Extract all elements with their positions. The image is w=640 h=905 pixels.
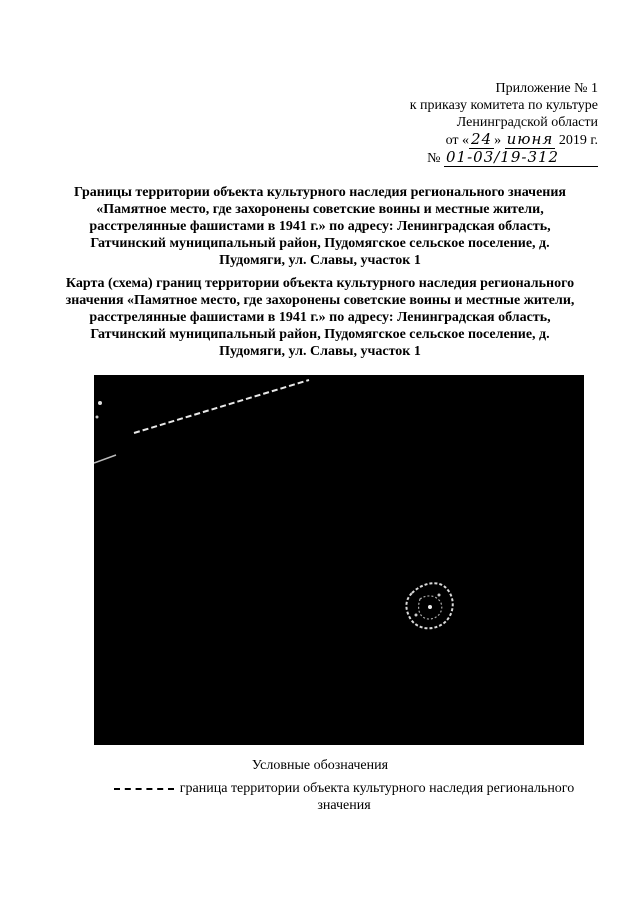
map-graphic <box>94 375 584 745</box>
legend-item-boundary <box>104 780 584 814</box>
legend-item-label: граница территории объекта культурного наследия регионального значения <box>179 781 575 813</box>
date-day: 24 <box>471 130 493 148</box>
appendix-header <box>410 80 598 167</box>
appendix-date <box>410 131 598 149</box>
legend-title: Условные обозначения <box>251 758 389 773</box>
map-image <box>94 375 584 745</box>
number-prefix: № <box>427 151 441 166</box>
date-mid: » <box>494 133 502 148</box>
appendix-committee: Ленинградской области <box>456 115 598 130</box>
date-prefix: от « <box>445 133 470 148</box>
appendix-order-ref: к приказу комитета по культуре <box>409 98 598 113</box>
dashed-line-icon <box>114 788 174 790</box>
appendix-order-number <box>410 149 598 167</box>
number-value: 01-03/19-312 <box>444 149 598 167</box>
appendix-number: Приложение № 1 <box>495 81 598 96</box>
map-background <box>94 375 584 745</box>
map-speck <box>96 416 99 419</box>
map-speck <box>98 401 102 405</box>
date-year: 2019 г. <box>558 133 598 148</box>
date-month: июня <box>506 130 554 148</box>
map-title: Карта (схема) границ территории объекта культурного наследия регионального значения «Памятное место, где захоронены советские воины и местные жители, расстрелянные фашистами в 1941 г.» по адресу: Ленинградская область, Гатчинский муниципальный район, Пудомягское сельское поселение, д. Пудомяги, ул. Славы, участок 1 <box>65 276 575 359</box>
document-title: Границы территории объекта культурного наследия регионального значения «Памятное место, где захоронены советские воины и местные жители, расстрелянные фашистами в 1941 г.» по адресу: Ленинградская область, Гатчинский муниципальный район, Пудомягское сельское поселение, д. Пудомяги, ул. Славы, участок 1 <box>73 185 566 268</box>
